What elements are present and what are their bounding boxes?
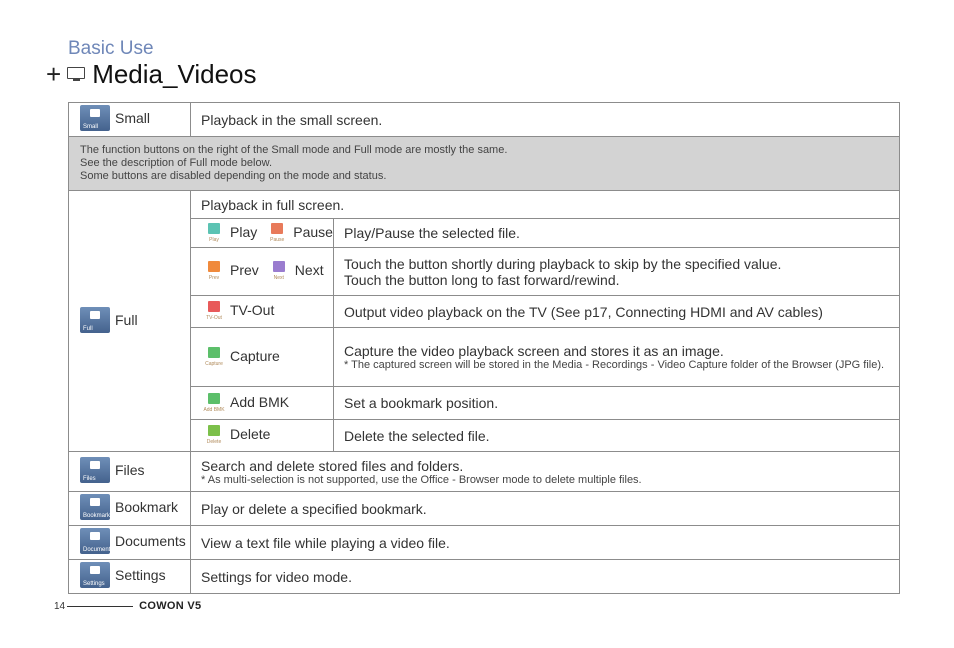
table-row-delete bbox=[69, 420, 900, 452]
table-row-full bbox=[69, 191, 900, 219]
gear-icon: Settings bbox=[80, 562, 110, 588]
mode-cell-small bbox=[69, 103, 191, 137]
plus-mark: + bbox=[46, 59, 62, 89]
bookmark-icon: Bookmark bbox=[80, 494, 110, 520]
mode-cell-settings bbox=[69, 560, 191, 594]
button-label: Prev bbox=[230, 262, 259, 278]
monitor-icon bbox=[67, 67, 86, 81]
mode-label: Small bbox=[115, 110, 151, 126]
mode-description: Playback in full screen. bbox=[191, 191, 900, 219]
mode-label: Settings bbox=[115, 567, 166, 583]
button-description bbox=[334, 328, 900, 387]
full-screen-icon: Full bbox=[80, 307, 110, 333]
button-label: TV-Out bbox=[230, 302, 275, 318]
play-icon: Play bbox=[202, 221, 226, 243]
table-row-documents bbox=[69, 526, 900, 560]
small-screen-icon: Small bbox=[80, 105, 110, 131]
note-line: Some buttons are disabled depending on the mode and status. bbox=[80, 170, 387, 182]
bookmark-add-icon: Add BMK bbox=[202, 391, 226, 413]
pause-icon: Pause bbox=[265, 221, 289, 243]
button-description: Set a bookmark position. bbox=[334, 387, 900, 420]
button-cell bbox=[191, 420, 334, 452]
button-description: Play/Pause the selected file. bbox=[334, 219, 900, 248]
footer-rule bbox=[67, 606, 133, 607]
button-label: Add BMK bbox=[230, 393, 290, 410]
next-icon: Next bbox=[267, 259, 291, 281]
mode-cell-full bbox=[69, 191, 191, 452]
button-label: Play bbox=[230, 223, 258, 240]
functions-table bbox=[68, 102, 900, 594]
description-line: Touch the button shortly during playback to skip by the specified value. bbox=[344, 255, 782, 272]
button-label: Pause bbox=[293, 223, 333, 240]
note-line: The function buttons on the right of the Small mode and Full mode are mostly the same. bbox=[80, 144, 508, 156]
mode-description: Settings for video mode. bbox=[191, 560, 900, 594]
page-title-row bbox=[46, 60, 257, 88]
table-row-bookmark bbox=[69, 492, 900, 526]
page-number: 14 bbox=[54, 600, 66, 612]
button-description: Output video playback on the TV (See p17, Connecting HDMI and AV cables) bbox=[334, 296, 900, 328]
mode-cell-documents bbox=[69, 526, 191, 560]
description-note: * As multi-selection is not supported, use the Office - Browser mode to delete multiple files. bbox=[201, 473, 642, 486]
button-label: Capture bbox=[230, 347, 280, 364]
mode-label: Files bbox=[115, 462, 145, 478]
note-cell bbox=[69, 137, 900, 191]
mode-description: Play or delete a specified bookmark. bbox=[191, 492, 900, 526]
table-row-settings bbox=[69, 560, 900, 594]
mode-cell-bookmark bbox=[69, 492, 191, 526]
camera-icon: Capture bbox=[202, 345, 226, 367]
table-row-play-pause bbox=[69, 219, 900, 248]
trash-icon: Delete bbox=[202, 423, 226, 445]
mode-label: Full bbox=[115, 311, 138, 328]
table-row-capture bbox=[69, 328, 900, 387]
section-label: Basic Use bbox=[68, 38, 154, 59]
document-icon: Documents bbox=[80, 528, 110, 554]
button-label: Next bbox=[294, 262, 324, 278]
button-cell bbox=[191, 248, 334, 296]
table-row-tv-out bbox=[69, 296, 900, 328]
tv-out-icon: TV-Out bbox=[202, 299, 226, 321]
description-line: Touch the button long to fast forward/rewind. bbox=[344, 271, 620, 288]
table-row-small bbox=[69, 103, 900, 137]
footer-brand: COWON V5 bbox=[139, 600, 202, 612]
description-note: * The captured screen will be stored in the Media - Recordings - Video Capture folder of the Browser (JPG file). bbox=[344, 359, 885, 371]
button-cell bbox=[191, 219, 334, 248]
mode-label: Documents bbox=[115, 533, 186, 549]
button-cell bbox=[191, 296, 334, 328]
table-row-prev-next bbox=[69, 248, 900, 296]
button-cell bbox=[191, 328, 334, 387]
description-line: Capture the video playback screen and stores it as an image. bbox=[344, 343, 724, 359]
mode-cell-files bbox=[69, 452, 191, 492]
prev-icon: Prev bbox=[202, 259, 226, 281]
page-title: Media_Videos bbox=[92, 59, 257, 89]
description-line: Search and delete stored files and folders. bbox=[201, 457, 464, 474]
mode-description: Playback in the small screen. bbox=[191, 103, 900, 137]
button-label: Delete bbox=[230, 426, 271, 442]
file-icon: Files bbox=[80, 457, 110, 483]
note-line: See the description of Full mode below. bbox=[80, 157, 273, 169]
table-row-files bbox=[69, 452, 900, 492]
mode-label: Bookmark bbox=[115, 499, 179, 515]
table-row-add-bmk bbox=[69, 387, 900, 420]
button-cell bbox=[191, 387, 334, 420]
mode-description bbox=[191, 452, 900, 492]
mode-description: View a text file while playing a video file. bbox=[191, 526, 900, 560]
table-row-note bbox=[69, 137, 900, 191]
page-footer bbox=[54, 600, 201, 612]
button-description bbox=[334, 248, 900, 296]
button-description: Delete the selected file. bbox=[334, 420, 900, 452]
